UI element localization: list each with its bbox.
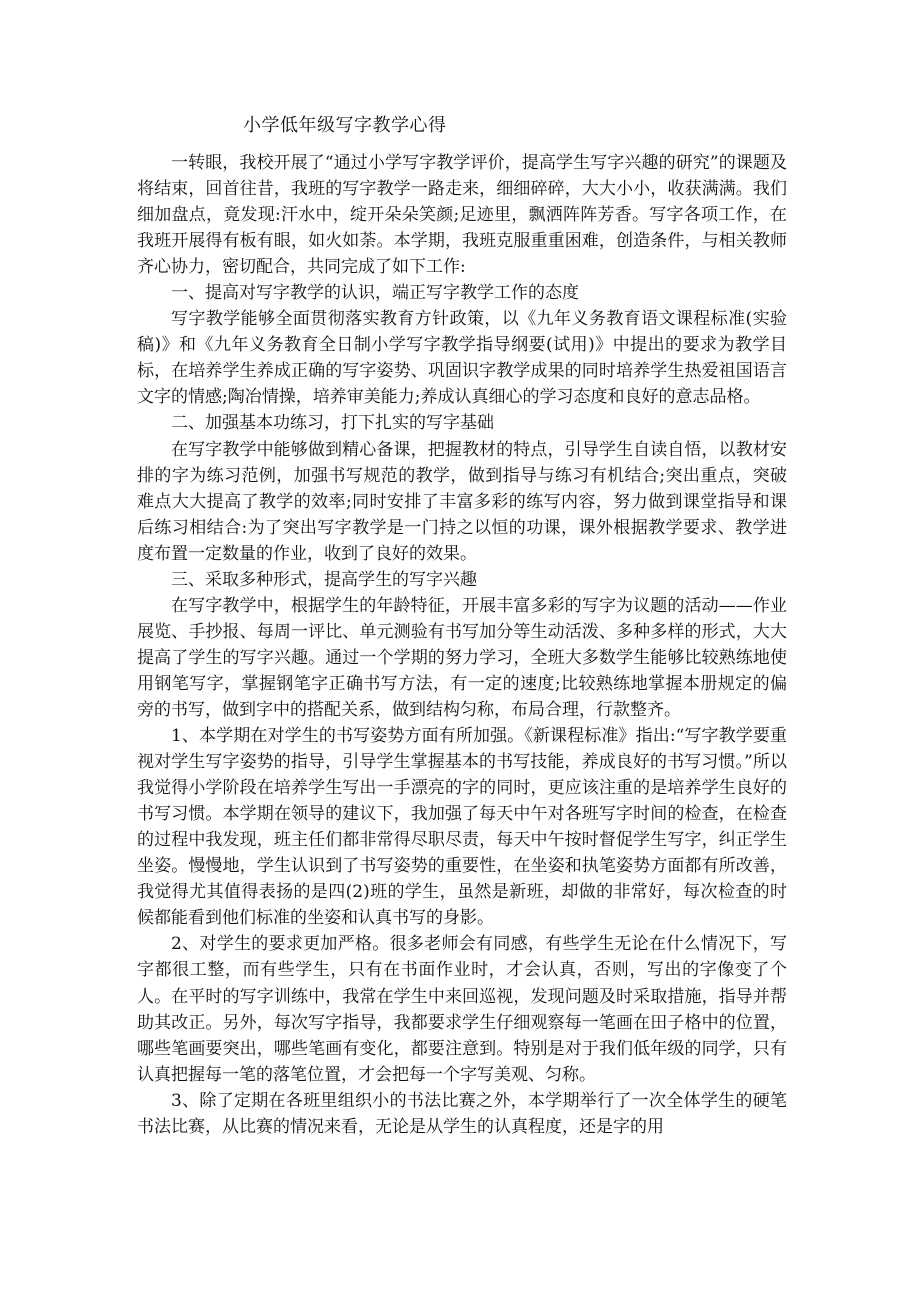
paragraph-section-3: 在写字教学中，根据学生的年龄特征，开展丰富多彩的写字为议题的活动——作业展览、手抄报、每周一评比、单元测验有书写加分等生动活泼、多种多样的形式，大大提高了学生的写字兴趣。通过一个学期的努力学习，全班大多数学生能够比较熟练地使用钢笔写字，掌握钢笔字正确书写方法，有一定的速度;比较熟练地掌握本册规定的偏旁的书写，做到字中的搭配关系，做到结构匀称，布局合理，行款整齐。: [137, 595, 787, 720]
paragraph-intro: 一转眼，我校开展了“通过小学写字教学评价，提高学生写字兴趣的研究”的课题及将结束，回首往昔，我班的写字教学一路走来，细细碎碎，大大小小，收获满满。我们细加盘点，竟发现:汗水中，绽开朵朵笑颜;足迹里，飘洒阵阵芳香。写字各项工作，在我班开展得有板有眼，如火如荼。本学期，我班克服重重困难，创造条件，与相关教师齐心协力，密切配合，共同完成了如下工作:: [137, 153, 787, 278]
paragraph-item-2: 2、对学生的要求更加严格。很多老师会有同感，有些学生无论在什么情况下，写字都很工整，而有些学生，只有在书面作业时，才会认真，否则，写出的字像变了个人。在平时的写字训练中，我常在学生中来回巡视，发现问题及时采取措施，指导并帮助其改正。另外，每次写字指导，我都要求学生仔细观察每一笔画在田子格中的位置，哪些笔画要突出，哪些笔画有变化，都要注意到。特别是对于我们低年级的同学，只有认真把握每一笔的落笔位置，才会把每一个字写美观、匀称。: [137, 934, 787, 1085]
paragraph-item-3: 3、除了定期在各班里组织小的书法比赛之外，本学期举行了一次全体学生的硬笔书法比赛，从比赛的情况来看，无论是从学生的认真程度，还是字的用: [137, 1090, 787, 1137]
section-heading-1: 一、提高对写字教学的认识，端正写字教学工作的态度: [171, 283, 579, 304]
paragraph-section-2: 在写字教学中能够做到精心备课，把握教材的特点，引导学生自读自悟，以教材安排的字为练习范例，加强书写规范的教学，做到指导与练习有机结合;突出重点，突破难点大大提高了教学的效率;同时安排了丰富多彩的练写内容，努力做到课堂指导和课后练习相结合:为了突出写字教学是一门持之以恒的功课，课外根据教学要求、教学进度布置一定数量的作业，收到了良好的效果。: [137, 439, 787, 564]
section-heading-2: 二、加强基本功练习，打下扎实的写字基础: [171, 413, 494, 434]
document-title: 小学低年级写字教学心得: [243, 115, 447, 136]
paragraph-section-1: 写字教学能够全面贯彻落实教育方针政策，以《九年义务教育语文课程标准(实验稿)》和《九年义务教育全日制小学写字教学指导纲要(试用)》中提出的要求为教学目标，在培养学生养成正确的写字姿势、巩固识字教学成果的同时培养学生热爱祖国语言文字的情感;陶冶情操，培养审美能力;养成认真细心的学习态度和良好的意志品格。: [137, 309, 787, 408]
section-heading-3: 三、采取多种形式，提高学生的写字兴趣: [171, 569, 477, 590]
paragraph-item-1: 1、本学期在对学生的书写姿势方面有所加强。《新课程标准》指出:“写字教学要重视对学生写字姿势的指导，引导学生掌握基本的书写技能，养成良好的书写习惯。”所以我觉得小学阶段在培养学生写出一手漂亮的字的同时，更应该注重的是培养学生良好的书写习惯。本学期在领导的建议下，我加强了每天中午对各班写字时间的检查，在检查的过程中我发现，班主任们都非常得尽职尽责，每天中午按时督促学生写字，纠正学生坐姿。慢慢地，学生认识到了书写姿势的重要性，在坐姿和执笔姿势方面都有所改善，我觉得尤其值得表扬的是四(2)班的学生，虽然是新班，却做的非常好，每次检查的时候都能看到他们标准的坐姿和认真书写的身影。: [137, 726, 787, 929]
document-body: [137, 150, 787, 1140]
